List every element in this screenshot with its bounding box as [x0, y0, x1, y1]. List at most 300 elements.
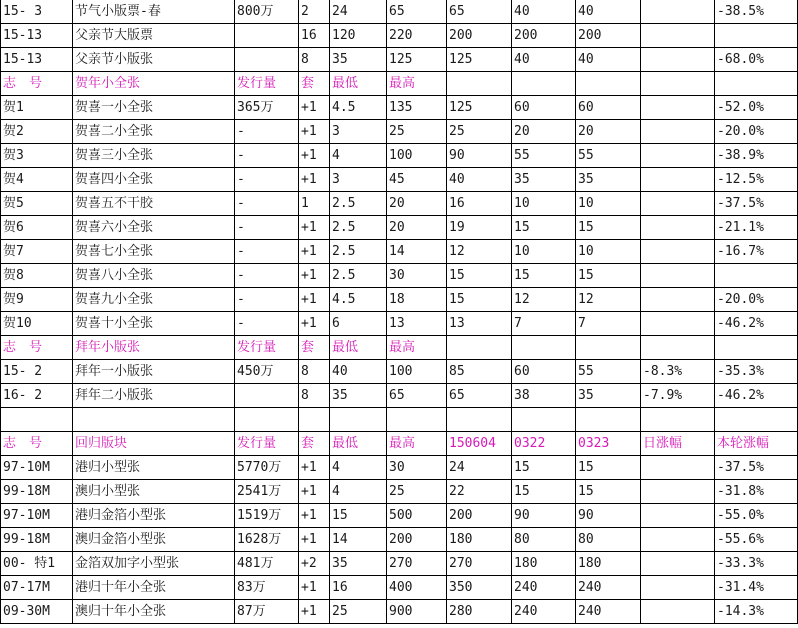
cell-col-cycle-change[interactable]: -37.5%: [715, 192, 798, 216]
table-row: [1, 216, 798, 240]
cell-col-high[interactable]: 最高: [387, 336, 447, 360]
cell-col-set[interactable]: +1: [299, 480, 330, 504]
cell-col-low[interactable]: 2.5: [330, 264, 387, 288]
cell-col-high[interactable]: [387, 408, 447, 432]
cell-col-circulation[interactable]: 481万: [235, 552, 299, 576]
cell-col-issue-no[interactable]: 99-18M: [1, 480, 73, 504]
cell-col-low[interactable]: 4: [330, 456, 387, 480]
cell-col-price-2[interactable]: 40: [512, 0, 576, 24]
cell-col-low[interactable]: 2.5: [330, 240, 387, 264]
table-row: [1, 288, 798, 312]
cell-col-price-2[interactable]: 240: [512, 576, 576, 600]
table-row: [1, 576, 798, 600]
cell-col-high[interactable]: 20: [387, 216, 447, 240]
cell-col-high[interactable]: 20: [387, 192, 447, 216]
cell-col-issue-no[interactable]: 贺1: [1, 96, 73, 120]
cell-col-set[interactable]: 16: [299, 24, 330, 48]
cell-col-low[interactable]: 40: [330, 360, 387, 384]
cell-col-issue-no[interactable]: 00- 特1: [1, 552, 73, 576]
cell-col-set[interactable]: 8: [299, 48, 330, 72]
cell-col-high[interactable]: 30: [387, 264, 447, 288]
cell-col-price-1[interactable]: 125: [447, 96, 512, 120]
cell-col-daily-change[interactable]: [641, 168, 715, 192]
cell-col-name[interactable]: 贺年小全张: [73, 72, 235, 96]
cell-col-name[interactable]: 贺喜八小全张: [73, 264, 235, 288]
cell-col-price-3[interactable]: 60: [576, 96, 641, 120]
cell-col-price-1[interactable]: 16: [447, 192, 512, 216]
cell-col-low[interactable]: 24: [330, 0, 387, 24]
cell-col-daily-change[interactable]: [641, 264, 715, 288]
cell-col-daily-change[interactable]: -7.9%: [641, 384, 715, 408]
cell-col-price-2[interactable]: 0322: [512, 432, 576, 456]
cell-col-price-3[interactable]: 15: [576, 456, 641, 480]
cell-col-circulation[interactable]: 发行量: [235, 72, 299, 96]
cell-col-cycle-change[interactable]: -20.0%: [715, 120, 798, 144]
cell-col-name[interactable]: 贺喜四小全张: [73, 168, 235, 192]
cell-col-circulation[interactable]: -: [235, 120, 299, 144]
cell-col-cycle-change[interactable]: -55.6%: [715, 528, 798, 552]
cell-col-issue-no[interactable]: 贺9: [1, 288, 73, 312]
cell-col-set[interactable]: +1: [299, 240, 330, 264]
cell-col-name[interactable]: 节气小版票-春: [73, 0, 235, 24]
cell-col-name[interactable]: 澳归十年小全张: [73, 600, 235, 624]
cell-col-cycle-change[interactable]: 本轮涨幅: [715, 432, 798, 456]
cell-col-price-3[interactable]: 15: [576, 264, 641, 288]
cell-col-set[interactable]: 2: [299, 0, 330, 24]
cell-col-price-3[interactable]: 180: [576, 552, 641, 576]
cell-col-issue-no[interactable]: 志 号: [1, 336, 73, 360]
cell-col-price-1[interactable]: 12: [447, 240, 512, 264]
cell-col-daily-change[interactable]: [641, 48, 715, 72]
cell-col-low[interactable]: 4.5: [330, 288, 387, 312]
cell-col-high[interactable]: 100: [387, 144, 447, 168]
cell-col-price-1[interactable]: 125: [447, 48, 512, 72]
cell-col-issue-no[interactable]: 贺3: [1, 144, 73, 168]
cell-col-set[interactable]: +2: [299, 552, 330, 576]
cell-col-circulation[interactable]: -: [235, 216, 299, 240]
cell-col-price-2[interactable]: 10: [512, 192, 576, 216]
cell-col-low[interactable]: 4.5: [330, 96, 387, 120]
cell-col-price-1[interactable]: 22: [447, 480, 512, 504]
cell-col-high[interactable]: 14: [387, 240, 447, 264]
cell-col-price-3[interactable]: 35: [576, 384, 641, 408]
cell-col-issue-no[interactable]: 15- 3: [1, 0, 73, 24]
cell-col-low[interactable]: 35: [330, 48, 387, 72]
cell-col-low[interactable]: 4: [330, 144, 387, 168]
cell-col-circulation[interactable]: 1519万: [235, 504, 299, 528]
cell-col-price-3[interactable]: 15: [576, 216, 641, 240]
cell-col-set[interactable]: +1: [299, 216, 330, 240]
cell-col-cycle-change[interactable]: -31.8%: [715, 480, 798, 504]
cell-col-daily-change[interactable]: [641, 192, 715, 216]
cell-col-low[interactable]: 最低: [330, 336, 387, 360]
cell-col-set[interactable]: +1: [299, 528, 330, 552]
cell-col-price-2[interactable]: 15: [512, 456, 576, 480]
cell-col-set[interactable]: +1: [299, 312, 330, 336]
cell-col-name[interactable]: 贺喜七小全张: [73, 240, 235, 264]
cell-col-daily-change[interactable]: 日涨幅: [641, 432, 715, 456]
cell-col-set[interactable]: 套: [299, 336, 330, 360]
cell-col-circulation[interactable]: -: [235, 192, 299, 216]
cell-col-set[interactable]: +1: [299, 168, 330, 192]
cell-col-daily-change[interactable]: [641, 24, 715, 48]
cell-col-name[interactable]: 贺喜五不干胶: [73, 192, 235, 216]
cell-col-high[interactable]: 900: [387, 600, 447, 624]
cell-col-low[interactable]: 4: [330, 480, 387, 504]
cell-col-issue-no[interactable]: 97-10M: [1, 504, 73, 528]
cell-col-high[interactable]: 65: [387, 0, 447, 24]
cell-col-daily-change[interactable]: -8.3%: [641, 360, 715, 384]
cell-col-name[interactable]: 贺喜三小全张: [73, 144, 235, 168]
cell-col-cycle-change[interactable]: -68.0%: [715, 48, 798, 72]
cell-col-price-1[interactable]: 15: [447, 264, 512, 288]
cell-col-circulation[interactable]: 2541万: [235, 480, 299, 504]
cell-col-name[interactable]: 拜年二小版张: [73, 384, 235, 408]
table-row: [1, 528, 798, 552]
cell-col-set[interactable]: 1: [299, 192, 330, 216]
cell-col-issue-no[interactable]: 16- 2: [1, 384, 73, 408]
cell-col-low[interactable]: 35: [330, 552, 387, 576]
cell-col-issue-no[interactable]: 15-13: [1, 24, 73, 48]
cell-col-price-2[interactable]: 55: [512, 144, 576, 168]
cell-col-circulation[interactable]: 87万: [235, 600, 299, 624]
cell-col-issue-no[interactable]: 志 号: [1, 72, 73, 96]
cell-col-daily-change[interactable]: [641, 240, 715, 264]
cell-col-circulation[interactable]: 450万: [235, 360, 299, 384]
cell-col-circulation[interactable]: [235, 384, 299, 408]
cell-col-set[interactable]: +1: [299, 600, 330, 624]
cell-col-name[interactable]: 贺喜六小全张: [73, 216, 235, 240]
cell-col-high[interactable]: 400: [387, 576, 447, 600]
cell-col-daily-change[interactable]: [641, 408, 715, 432]
cell-col-daily-change[interactable]: [641, 528, 715, 552]
cell-col-price-1[interactable]: [447, 408, 512, 432]
cell-col-low[interactable]: 最低: [330, 432, 387, 456]
cell-col-circulation[interactable]: 5770万: [235, 456, 299, 480]
cell-col-set[interactable]: +1: [299, 456, 330, 480]
cell-col-price-2[interactable]: 20: [512, 120, 576, 144]
cell-col-name[interactable]: 贺喜十小全张: [73, 312, 235, 336]
cell-col-price-2[interactable]: 200: [512, 24, 576, 48]
cell-col-price-2[interactable]: 38: [512, 384, 576, 408]
table-row: [1, 120, 798, 144]
cell-col-low[interactable]: 6: [330, 312, 387, 336]
cell-col-price-3[interactable]: 240: [576, 576, 641, 600]
table-row: [1, 480, 798, 504]
table-row: [1, 144, 798, 168]
cell-col-set[interactable]: +1: [299, 120, 330, 144]
cell-col-price-2[interactable]: 40: [512, 48, 576, 72]
cell-col-low[interactable]: 2.5: [330, 192, 387, 216]
cell-col-circulation[interactable]: 发行量: [235, 336, 299, 360]
table-row: [1, 552, 798, 576]
cell-col-price-3[interactable]: 0323: [576, 432, 641, 456]
cell-col-circulation[interactable]: [235, 24, 299, 48]
cell-col-name[interactable]: 父亲节大版票: [73, 24, 235, 48]
cell-col-name[interactable]: [73, 408, 235, 432]
cell-col-daily-change[interactable]: [641, 576, 715, 600]
cell-col-daily-change[interactable]: [641, 0, 715, 24]
cell-col-circulation[interactable]: [235, 408, 299, 432]
cell-col-name[interactable]: 港归金箔小型张: [73, 504, 235, 528]
cell-col-issue-no[interactable]: 贺6: [1, 216, 73, 240]
cell-col-price-2[interactable]: 240: [512, 600, 576, 624]
cell-col-circulation[interactable]: 365万: [235, 96, 299, 120]
cell-col-high[interactable]: 200: [387, 528, 447, 552]
cell-col-daily-change[interactable]: [641, 96, 715, 120]
cell-col-cycle-change[interactable]: [715, 264, 798, 288]
cell-col-set[interactable]: +1: [299, 504, 330, 528]
cell-col-name[interactable]: 拜年小版张: [73, 336, 235, 360]
cell-col-price-2[interactable]: 35: [512, 168, 576, 192]
cell-col-high[interactable]: 45: [387, 168, 447, 192]
cell-col-price-1[interactable]: 19: [447, 216, 512, 240]
cell-col-cycle-change[interactable]: -12.5%: [715, 168, 798, 192]
cell-col-name[interactable]: 贺喜二小全张: [73, 120, 235, 144]
cell-col-cycle-change[interactable]: -46.2%: [715, 312, 798, 336]
cell-col-circulation[interactable]: 83万: [235, 576, 299, 600]
cell-col-price-1[interactable]: 200: [447, 24, 512, 48]
cell-col-price-2[interactable]: 60: [512, 96, 576, 120]
cell-col-issue-no[interactable]: 志 号: [1, 432, 73, 456]
cell-col-circulation[interactable]: 1628万: [235, 528, 299, 552]
cell-col-price-2[interactable]: [512, 72, 576, 96]
cell-col-issue-no[interactable]: 贺5: [1, 192, 73, 216]
cell-col-price-1[interactable]: 13: [447, 312, 512, 336]
cell-col-name[interactable]: 贺喜九小全张: [73, 288, 235, 312]
cell-col-issue-no[interactable]: 99-18M: [1, 528, 73, 552]
cell-col-daily-change[interactable]: [641, 504, 715, 528]
cell-col-high[interactable]: 270: [387, 552, 447, 576]
cell-col-set[interactable]: +1: [299, 96, 330, 120]
cell-col-cycle-change[interactable]: -16.7%: [715, 240, 798, 264]
cell-col-circulation[interactable]: [235, 48, 299, 72]
cell-col-set[interactable]: +1: [299, 144, 330, 168]
cell-col-price-3[interactable]: 40: [576, 48, 641, 72]
cell-col-cycle-change[interactable]: -14.3%: [715, 600, 798, 624]
cell-col-issue-no[interactable]: 贺10: [1, 312, 73, 336]
cell-col-low[interactable]: 16: [330, 576, 387, 600]
cell-col-price-1[interactable]: 180: [447, 528, 512, 552]
cell-col-daily-change[interactable]: [641, 216, 715, 240]
cell-col-price-3[interactable]: 40: [576, 0, 641, 24]
cell-col-price-2[interactable]: 12: [512, 288, 576, 312]
cell-col-name[interactable]: 回归版块: [73, 432, 235, 456]
cell-col-price-3[interactable]: 12: [576, 288, 641, 312]
table-row: [1, 456, 798, 480]
cell-col-high[interactable]: 25: [387, 120, 447, 144]
cell-col-high[interactable]: 最高: [387, 72, 447, 96]
cell-col-set[interactable]: 套: [299, 432, 330, 456]
cell-col-price-3[interactable]: 55: [576, 360, 641, 384]
cell-col-high[interactable]: 100: [387, 360, 447, 384]
cell-col-price-3[interactable]: 90: [576, 504, 641, 528]
cell-col-name[interactable]: 贺喜一小全张: [73, 96, 235, 120]
cell-col-issue-no[interactable]: 07-17M: [1, 576, 73, 600]
cell-col-price-1[interactable]: 90: [447, 144, 512, 168]
cell-col-circulation[interactable]: -: [235, 144, 299, 168]
cell-col-issue-no[interactable]: 贺7: [1, 240, 73, 264]
section-header-row: [1, 336, 798, 360]
cell-col-high[interactable]: 最高: [387, 432, 447, 456]
cell-col-cycle-change[interactable]: -20.0%: [715, 288, 798, 312]
cell-col-price-1[interactable]: 350: [447, 576, 512, 600]
cell-col-low[interactable]: 最低: [330, 72, 387, 96]
cell-col-price-2[interactable]: 15: [512, 216, 576, 240]
cell-col-price-1[interactable]: 65: [447, 0, 512, 24]
cell-col-high[interactable]: 220: [387, 24, 447, 48]
cell-col-cycle-change[interactable]: -21.1%: [715, 216, 798, 240]
cell-col-set[interactable]: +1: [299, 576, 330, 600]
cell-col-low[interactable]: 35: [330, 384, 387, 408]
cell-col-high[interactable]: 13: [387, 312, 447, 336]
cell-col-name[interactable]: 拜年一小版张: [73, 360, 235, 384]
cell-col-circulation[interactable]: 发行量: [235, 432, 299, 456]
cell-col-issue-no[interactable]: 贺8: [1, 264, 73, 288]
cell-col-price-3[interactable]: 80: [576, 528, 641, 552]
cell-col-circulation[interactable]: -: [235, 168, 299, 192]
cell-col-cycle-change[interactable]: -31.4%: [715, 576, 798, 600]
cell-col-set[interactable]: 8: [299, 384, 330, 408]
cell-col-issue-no[interactable]: 97-10M: [1, 456, 73, 480]
cell-col-issue-no[interactable]: [1, 408, 73, 432]
cell-col-cycle-change[interactable]: -37.5%: [715, 456, 798, 480]
cell-col-name[interactable]: 港归小型张: [73, 456, 235, 480]
cell-col-high[interactable]: 135: [387, 96, 447, 120]
cell-col-price-3[interactable]: 35: [576, 168, 641, 192]
cell-col-price-2[interactable]: 15: [512, 264, 576, 288]
cell-col-price-1[interactable]: 15: [447, 288, 512, 312]
cell-col-high[interactable]: 125: [387, 48, 447, 72]
cell-col-price-3[interactable]: 10: [576, 192, 641, 216]
cell-col-price-3[interactable]: 20: [576, 120, 641, 144]
table-row: [1, 240, 798, 264]
cell-col-daily-change[interactable]: [641, 456, 715, 480]
cell-col-price-1[interactable]: 280: [447, 600, 512, 624]
cell-col-high[interactable]: 30: [387, 456, 447, 480]
cell-col-circulation[interactable]: -: [235, 312, 299, 336]
cell-col-price-3[interactable]: [576, 336, 641, 360]
cell-col-low[interactable]: 14: [330, 528, 387, 552]
cell-col-circulation[interactable]: -: [235, 288, 299, 312]
cell-col-daily-change[interactable]: [641, 288, 715, 312]
cell-col-price-2[interactable]: 90: [512, 504, 576, 528]
cell-col-issue-no[interactable]: 15-13: [1, 48, 73, 72]
cell-col-price-1[interactable]: 270: [447, 552, 512, 576]
cell-col-name[interactable]: 父亲节小版张: [73, 48, 235, 72]
cell-col-cycle-change[interactable]: -38.9%: [715, 144, 798, 168]
cell-col-issue-no[interactable]: 09-30M: [1, 600, 73, 624]
cell-col-high[interactable]: 65: [387, 384, 447, 408]
cell-col-low[interactable]: 25: [330, 600, 387, 624]
cell-col-circulation[interactable]: -: [235, 240, 299, 264]
cell-col-cycle-change[interactable]: -33.3%: [715, 552, 798, 576]
cell-col-price-1[interactable]: 200: [447, 504, 512, 528]
cell-col-daily-change[interactable]: [641, 600, 715, 624]
cell-col-cycle-change[interactable]: -52.0%: [715, 96, 798, 120]
cell-col-price-3[interactable]: [576, 408, 641, 432]
cell-col-set[interactable]: 8: [299, 360, 330, 384]
cell-col-price-3[interactable]: 55: [576, 144, 641, 168]
cell-col-high[interactable]: 500: [387, 504, 447, 528]
cell-col-price-1[interactable]: 85: [447, 360, 512, 384]
cell-col-set[interactable]: [299, 408, 330, 432]
cell-col-daily-change[interactable]: [641, 336, 715, 360]
cell-col-price-1[interactable]: 150604: [447, 432, 512, 456]
cell-col-cycle-change[interactable]: -38.5%: [715, 0, 798, 24]
cell-col-daily-change[interactable]: [641, 312, 715, 336]
cell-col-cycle-change[interactable]: [715, 336, 798, 360]
cell-col-price-3[interactable]: 15: [576, 480, 641, 504]
cell-col-price-1[interactable]: [447, 72, 512, 96]
cell-col-price-3[interactable]: 200: [576, 24, 641, 48]
cell-col-issue-no[interactable]: 贺2: [1, 120, 73, 144]
cell-col-low[interactable]: 3: [330, 168, 387, 192]
cell-col-circulation[interactable]: -: [235, 264, 299, 288]
cell-col-low[interactable]: 2.5: [330, 216, 387, 240]
cell-col-price-3[interactable]: 10: [576, 240, 641, 264]
cell-col-price-2[interactable]: 60: [512, 360, 576, 384]
cell-col-price-2[interactable]: 15: [512, 480, 576, 504]
table-row: [1, 0, 798, 24]
cell-col-price-2[interactable]: 180: [512, 552, 576, 576]
cell-col-cycle-change[interactable]: -46.2%: [715, 384, 798, 408]
cell-col-price-2[interactable]: 80: [512, 528, 576, 552]
cell-col-set[interactable]: 套: [299, 72, 330, 96]
cell-col-high[interactable]: 18: [387, 288, 447, 312]
cell-col-low[interactable]: 15: [330, 504, 387, 528]
cell-col-daily-change[interactable]: [641, 120, 715, 144]
cell-col-price-3[interactable]: 7: [576, 312, 641, 336]
cell-col-issue-no[interactable]: 贺4: [1, 168, 73, 192]
cell-col-price-2[interactable]: [512, 336, 576, 360]
cell-col-name[interactable]: 港归十年小全张: [73, 576, 235, 600]
cell-col-daily-change[interactable]: [641, 72, 715, 96]
cell-col-name[interactable]: 金箔双加字小型张: [73, 552, 235, 576]
cell-col-circulation[interactable]: 800万: [235, 0, 299, 24]
cell-col-daily-change[interactable]: [641, 144, 715, 168]
cell-col-low[interactable]: 120: [330, 24, 387, 48]
cell-col-daily-change[interactable]: [641, 480, 715, 504]
cell-col-high[interactable]: 25: [387, 480, 447, 504]
table-row: [1, 48, 798, 72]
cell-col-price-1[interactable]: 24: [447, 456, 512, 480]
cell-col-cycle-change[interactable]: -55.0%: [715, 504, 798, 528]
cell-col-price-2[interactable]: 10: [512, 240, 576, 264]
cell-col-price-2[interactable]: 7: [512, 312, 576, 336]
table-row: [1, 192, 798, 216]
cell-col-price-1[interactable]: 40: [447, 168, 512, 192]
cell-col-price-2[interactable]: [512, 408, 576, 432]
cell-col-name[interactable]: 澳归小型张: [73, 480, 235, 504]
cell-col-set[interactable]: +1: [299, 288, 330, 312]
cell-col-low[interactable]: 3: [330, 120, 387, 144]
cell-col-price-3[interactable]: 240: [576, 600, 641, 624]
cell-col-cycle-change[interactable]: [715, 408, 798, 432]
cell-col-name[interactable]: 澳归金箔小型张: [73, 528, 235, 552]
cell-col-set[interactable]: +1: [299, 264, 330, 288]
cell-col-daily-change[interactable]: [641, 552, 715, 576]
cell-col-cycle-change[interactable]: [715, 24, 798, 48]
cell-col-cycle-change[interactable]: [715, 72, 798, 96]
cell-col-price-1[interactable]: 65: [447, 384, 512, 408]
cell-col-low[interactable]: [330, 408, 387, 432]
cell-col-price-1[interactable]: 25: [447, 120, 512, 144]
cell-col-issue-no[interactable]: 15- 2: [1, 360, 73, 384]
cell-col-cycle-change[interactable]: -35.3%: [715, 360, 798, 384]
cell-col-price-3[interactable]: [576, 72, 641, 96]
cell-col-price-1[interactable]: [447, 336, 512, 360]
